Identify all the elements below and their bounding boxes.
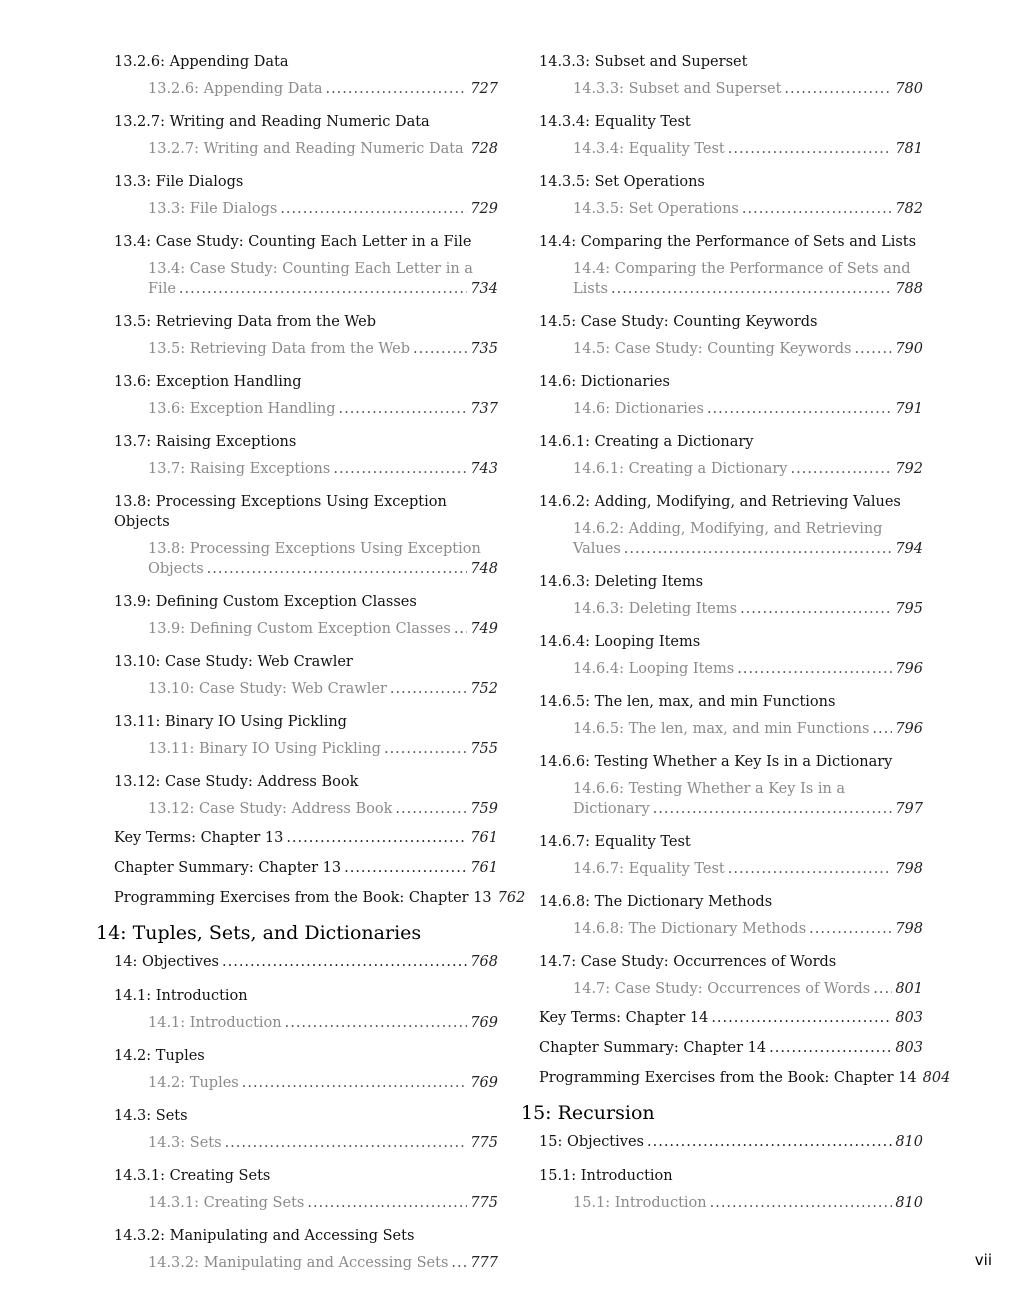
page-number: 780 [895, 81, 923, 97]
toc-section [521, 568, 923, 619]
entry-label: 13.2.6: Appending Data [148, 81, 323, 97]
toc-entry-key-terms[interactable] [521, 1008, 923, 1028]
section-title[interactable]: 14.3: Sets [114, 1108, 188, 1124]
toc-entry[interactable] [96, 539, 498, 579]
toc-section [96, 168, 498, 219]
entry-label: 14.2: Tuples [148, 1075, 239, 1091]
dot-leader [286, 828, 467, 848]
entry-label: Programming Exercises from the Book: Chapter 13 [114, 890, 492, 906]
page-number: 796 [895, 721, 923, 737]
toc-section [521, 1162, 923, 1213]
section-title[interactable]: 13.11: Binary IO Using Pickling [114, 714, 347, 730]
toc-entry[interactable] [521, 779, 923, 819]
entry-label: 14.3: Sets [148, 1135, 222, 1151]
entry-label: 14.6.4: Looping Items [573, 661, 735, 677]
toc-section [96, 48, 498, 99]
dot-leader [737, 659, 892, 679]
toc-section [96, 648, 498, 699]
section-title[interactable]: 14.3.1: Creating Sets [114, 1168, 271, 1184]
toc-entry-objectives[interactable] [96, 952, 498, 972]
page-number: 775 [470, 1195, 498, 1211]
section-title[interactable]: 13.4: Case Study: Counting Each Letter in a File [114, 234, 472, 250]
dot-leader [647, 1132, 892, 1152]
dot-leader [769, 1038, 892, 1058]
section-title[interactable]: 14.3.3: Subset and Superset [539, 54, 748, 70]
section-title[interactable]: 14.6: Dictionaries [539, 374, 670, 390]
page-number: 748 [470, 561, 498, 577]
toc-entry[interactable] [96, 679, 498, 699]
toc-section [96, 1102, 498, 1153]
toc-section [96, 1162, 498, 1213]
section-title[interactable]: 14.6.1: Creating a Dictionary [539, 434, 754, 450]
toc-section [521, 308, 923, 359]
page-number: 735 [470, 341, 498, 357]
toc-entry[interactable] [96, 199, 498, 219]
toc-section [96, 1222, 498, 1273]
entry-label: 15: Objectives [539, 1134, 644, 1150]
entry-label-line2: Values [573, 541, 621, 557]
dot-leader [809, 919, 892, 939]
toc-entry-chapter-summary[interactable] [521, 1038, 923, 1058]
page-number: 761 [470, 830, 498, 846]
toc-section [521, 888, 923, 939]
section-title[interactable]: 14.6.3: Deleting Items [539, 574, 704, 590]
toc-section [521, 748, 923, 819]
dot-leader [454, 619, 467, 639]
entry-label-line2: Objects [148, 561, 204, 577]
toc-entry[interactable] [96, 1073, 498, 1093]
toc-section [521, 108, 923, 159]
section-title[interactable]: 13.2.7: Writing and Reading Numeric Data [114, 114, 430, 130]
toc-entry[interactable] [521, 1193, 923, 1213]
toc-left-column [96, 48, 526, 1282]
page-number: 798 [895, 861, 923, 877]
page-number: 795 [895, 601, 923, 617]
page-number: 801 [895, 981, 923, 997]
entry-label: 14.1: Introduction [148, 1015, 282, 1031]
dot-leader [222, 952, 467, 972]
dot-leader [728, 139, 893, 159]
toc-section [96, 228, 498, 299]
toc-section [96, 368, 498, 419]
dot-leader [467, 139, 468, 159]
section-title[interactable]: 14.6.6: Testing Whether a Key Is in a Dictionary [539, 754, 893, 770]
dot-leader [338, 399, 467, 419]
dot-leader [872, 719, 892, 739]
toc-entry[interactable] [96, 1193, 498, 1213]
section-title[interactable]: 14.6.5: The len, max, and min Functions [539, 694, 836, 710]
page-number: 761 [470, 860, 498, 876]
section-title[interactable]: 14.5: Case Study: Counting Keywords [539, 314, 818, 330]
page-number: 791 [895, 401, 923, 417]
dot-leader [384, 739, 467, 759]
toc-entry[interactable] [521, 719, 923, 739]
page-number: 762 [497, 890, 526, 906]
section-title[interactable]: 14.6.8: The Dictionary Methods [539, 894, 773, 910]
page-number: 794 [895, 541, 923, 557]
toc-section [521, 828, 923, 879]
section-title[interactable]: 13.2.6: Appending Data [114, 54, 289, 70]
toc-section [96, 488, 498, 579]
dot-leader [854, 339, 892, 359]
entry-label: Chapter Summary: Chapter 13 [114, 860, 342, 876]
page-number: 769 [470, 1075, 498, 1091]
toc-entry[interactable] [521, 919, 923, 939]
page-number: 734 [470, 281, 498, 297]
toc-section [96, 428, 498, 479]
toc-section [96, 588, 498, 639]
entry-label-line2: Dictionary [573, 801, 650, 817]
dot-leader [280, 199, 467, 219]
toc-entry[interactable] [521, 79, 923, 99]
entry-label: 13.7: Raising Exceptions [148, 461, 331, 477]
entry-label: Key Terms: Chapter 14 [539, 1010, 709, 1026]
toc-entry[interactable] [96, 799, 498, 819]
toc-section [96, 708, 498, 759]
dot-leader [344, 858, 467, 878]
section-title[interactable]: 14.4: Comparing the Performance of Sets and Lists [539, 234, 917, 250]
toc-section [521, 48, 923, 99]
dot-leader [179, 279, 467, 299]
entry-label-line2: File [148, 281, 176, 297]
page-number: 768 [470, 954, 498, 970]
toc-section [521, 488, 923, 559]
toc-section [521, 688, 923, 739]
entry-label: Key Terms: Chapter 13 [114, 830, 284, 846]
entry-label: 13.12: Case Study: Address Book [148, 801, 393, 817]
page-number: 782 [895, 201, 923, 217]
section-title[interactable]: 15.1: Introduction [539, 1168, 673, 1184]
dot-leader [285, 1013, 468, 1033]
entry-label-line1: 13.8: Processing Exceptions Using Exception [148, 541, 481, 557]
section-title[interactable]: 13.12: Case Study: Address Book [114, 774, 359, 790]
dot-leader [395, 799, 467, 819]
dot-leader [710, 1193, 893, 1213]
toc-section [521, 948, 923, 999]
toc-section [96, 108, 498, 159]
dot-leader [333, 459, 467, 479]
entry-label: 14.6.8: The Dictionary Methods [573, 921, 807, 937]
section-title[interactable]: 13.5: Retrieving Data from the Web [114, 314, 376, 330]
entry-label: 14: Objectives [114, 954, 219, 970]
page-number: 775 [470, 1135, 498, 1151]
toc-entry[interactable] [521, 859, 923, 879]
page-number: 790 [895, 341, 923, 357]
entry-label: 14.7: Case Study: Occurrences of Words [573, 981, 871, 997]
toc-entry[interactable] [521, 519, 923, 559]
dot-leader [413, 339, 467, 359]
section-title[interactable]: 13.3: File Dialogs [114, 174, 244, 190]
section-title[interactable]: 14.3.4: Equality Test [539, 114, 691, 130]
entry-label: 13.3: File Dialogs [148, 201, 278, 217]
toc-entry[interactable] [521, 979, 923, 999]
page-number: 727 [470, 81, 498, 97]
entry-label-line1: 14.6.6: Testing Whether a Key Is in a [573, 781, 846, 797]
dot-leader [207, 559, 468, 579]
toc-entry[interactable] [521, 659, 923, 679]
page-number: 796 [895, 661, 923, 677]
page-number: 769 [470, 1015, 498, 1031]
entry-label: 14.6.7: Equality Test [573, 861, 725, 877]
entry-label: 14.5: Case Study: Counting Keywords [573, 341, 852, 357]
dot-leader [728, 859, 893, 879]
page-number: 810 [895, 1134, 923, 1150]
page-number: 728 [470, 141, 498, 157]
entry-label: 14.3.4: Equality Test [573, 141, 725, 157]
page-number: 759 [470, 801, 498, 817]
toc-section [96, 1042, 498, 1093]
dot-leader [873, 979, 892, 999]
chapter-heading[interactable]: 14: Tuples, Sets, and Dictionaries [96, 922, 422, 944]
toc-entry-chapter-summary[interactable] [96, 858, 498, 878]
entry-label: Chapter Summary: Chapter 14 [539, 1040, 767, 1056]
section-title[interactable]: 14.2: Tuples [114, 1048, 205, 1064]
entry-label-line1: 13.4: Case Study: Counting Each Letter in a [148, 261, 473, 277]
page-number-footer: vii [974, 1251, 992, 1269]
page-number: 803 [895, 1010, 923, 1026]
entry-label: 13.11: Binary IO Using Pickling [148, 741, 381, 757]
section-title[interactable]: 14.6.7: Equality Test [539, 834, 691, 850]
toc-section [521, 428, 923, 479]
page-number: 803 [895, 1040, 923, 1056]
entry-label: 13.10: Case Study: Web Crawler [148, 681, 387, 697]
section-title[interactable]: 14.1: Introduction [114, 988, 248, 1004]
entry-label: 13.5: Retrieving Data from the Web [148, 341, 410, 357]
section-title[interactable]: 13.10: Case Study: Web Crawler [114, 654, 353, 670]
dot-leader [791, 459, 893, 479]
section-title[interactable]: 14.6.2: Adding, Modifying, and Retrieving Values [539, 494, 901, 510]
entry-label: Programming Exercises from the Book: Chapter 14 [539, 1070, 917, 1086]
dot-leader [711, 1008, 892, 1028]
dot-leader [784, 79, 892, 99]
section-title[interactable]: 14.3.2: Manipulating and Accessing Sets [114, 1228, 415, 1244]
toc-entry-programming-exercises[interactable] [521, 1068, 951, 1088]
toc-entry[interactable] [96, 339, 498, 359]
page-number: 798 [895, 921, 923, 937]
entry-label: 13.6: Exception Handling [148, 401, 336, 417]
page-number: 743 [470, 461, 498, 477]
entry-label: 14.3.5: Set Operations [573, 201, 739, 217]
entry-label: 14.6.1: Creating a Dictionary [573, 461, 788, 477]
dot-leader [225, 1133, 468, 1153]
toc-entry[interactable] [521, 339, 923, 359]
toc-entry[interactable] [96, 459, 498, 479]
toc-entry[interactable] [521, 459, 923, 479]
toc-right-column [521, 48, 951, 1222]
dot-leader [451, 1253, 467, 1273]
dot-leader [307, 1193, 467, 1213]
dot-leader [653, 799, 893, 819]
toc-entry-programming-exercises[interactable] [96, 888, 526, 908]
toc-entry[interactable] [96, 139, 498, 159]
entry-label: 14.3.3: Subset and Superset [573, 81, 782, 97]
toc-entry[interactable] [96, 79, 498, 99]
dot-leader [624, 539, 893, 559]
chapter-heading[interactable]: 15: Recursion [521, 1102, 655, 1124]
section-title[interactable]: 13.6: Exception Handling [114, 374, 302, 390]
section-title[interactable]: 14.6.4: Looping Items [539, 634, 701, 650]
section-title[interactable]: 14.3.5: Set Operations [539, 174, 705, 190]
dot-leader [742, 199, 892, 219]
toc-entry[interactable] [521, 599, 923, 619]
section-title[interactable]: 13.9: Defining Custom Exception Classes [114, 594, 417, 610]
toc-entry[interactable] [521, 259, 923, 299]
page-number: 737 [470, 401, 498, 417]
entry-label-line1: 14.6.2: Adding, Modifying, and Retrieving [573, 521, 883, 537]
page-number: 810 [895, 1195, 923, 1211]
toc-section [521, 168, 923, 219]
page-number: 729 [470, 201, 498, 217]
page-number: 788 [895, 281, 923, 297]
toc-entry[interactable] [96, 259, 498, 299]
entry-label-line1: 14.4: Comparing the Performance of Sets and [573, 261, 911, 277]
page-number: 777 [470, 1255, 498, 1271]
entry-label-line2: Lists [573, 281, 608, 297]
dot-leader [740, 599, 892, 619]
toc-entry-objectives[interactable] [521, 1132, 923, 1152]
toc-entry[interactable] [521, 399, 923, 419]
page-number: 755 [470, 741, 498, 757]
toc-entry[interactable] [96, 1133, 498, 1153]
section-title[interactable]: 13.8: Processing Exceptions Using Exception Objects [114, 494, 447, 530]
entry-label: 14.6.3: Deleting Items [573, 601, 738, 617]
toc-section [96, 982, 498, 1033]
entry-label: 14.6: Dictionaries [573, 401, 704, 417]
toc-entry[interactable] [96, 399, 498, 419]
toc-section [521, 628, 923, 679]
page-number: 804 [922, 1070, 951, 1086]
section-title[interactable]: 14.7: Case Study: Occurrences of Words [539, 954, 837, 970]
entry-label: 14.3.1: Creating Sets [148, 1195, 305, 1211]
entry-label: 13.2.7: Writing and Reading Numeric Data [148, 141, 464, 157]
entry-label: 14.3.2: Manipulating and Accessing Sets [148, 1255, 449, 1271]
dot-leader [325, 79, 467, 99]
dot-leader [707, 399, 892, 419]
dot-leader [611, 279, 892, 299]
page-number: 752 [470, 681, 498, 697]
page-number: 797 [895, 801, 923, 817]
toc-section [521, 228, 923, 299]
toc-entry[interactable] [96, 1013, 498, 1033]
dot-leader [390, 679, 467, 699]
page-number: 792 [895, 461, 923, 477]
toc-entry-key-terms[interactable] [96, 828, 498, 848]
toc-section [96, 308, 498, 359]
toc-entry[interactable] [96, 619, 498, 639]
toc-entry[interactable] [96, 739, 498, 759]
toc-section [96, 768, 498, 819]
toc-entry[interactable] [521, 139, 923, 159]
section-title[interactable]: 13.7: Raising Exceptions [114, 434, 297, 450]
dot-leader [242, 1073, 468, 1093]
entry-label: 13.9: Defining Custom Exception Classes [148, 621, 451, 637]
toc-entry[interactable] [521, 199, 923, 219]
toc-section [521, 368, 923, 419]
entry-label: 14.6.5: The len, max, and min Functions [573, 721, 870, 737]
toc-entry[interactable] [96, 1253, 498, 1273]
page-number: 749 [470, 621, 498, 637]
entry-label: 15.1: Introduction [573, 1195, 707, 1211]
page-number: 781 [895, 141, 923, 157]
